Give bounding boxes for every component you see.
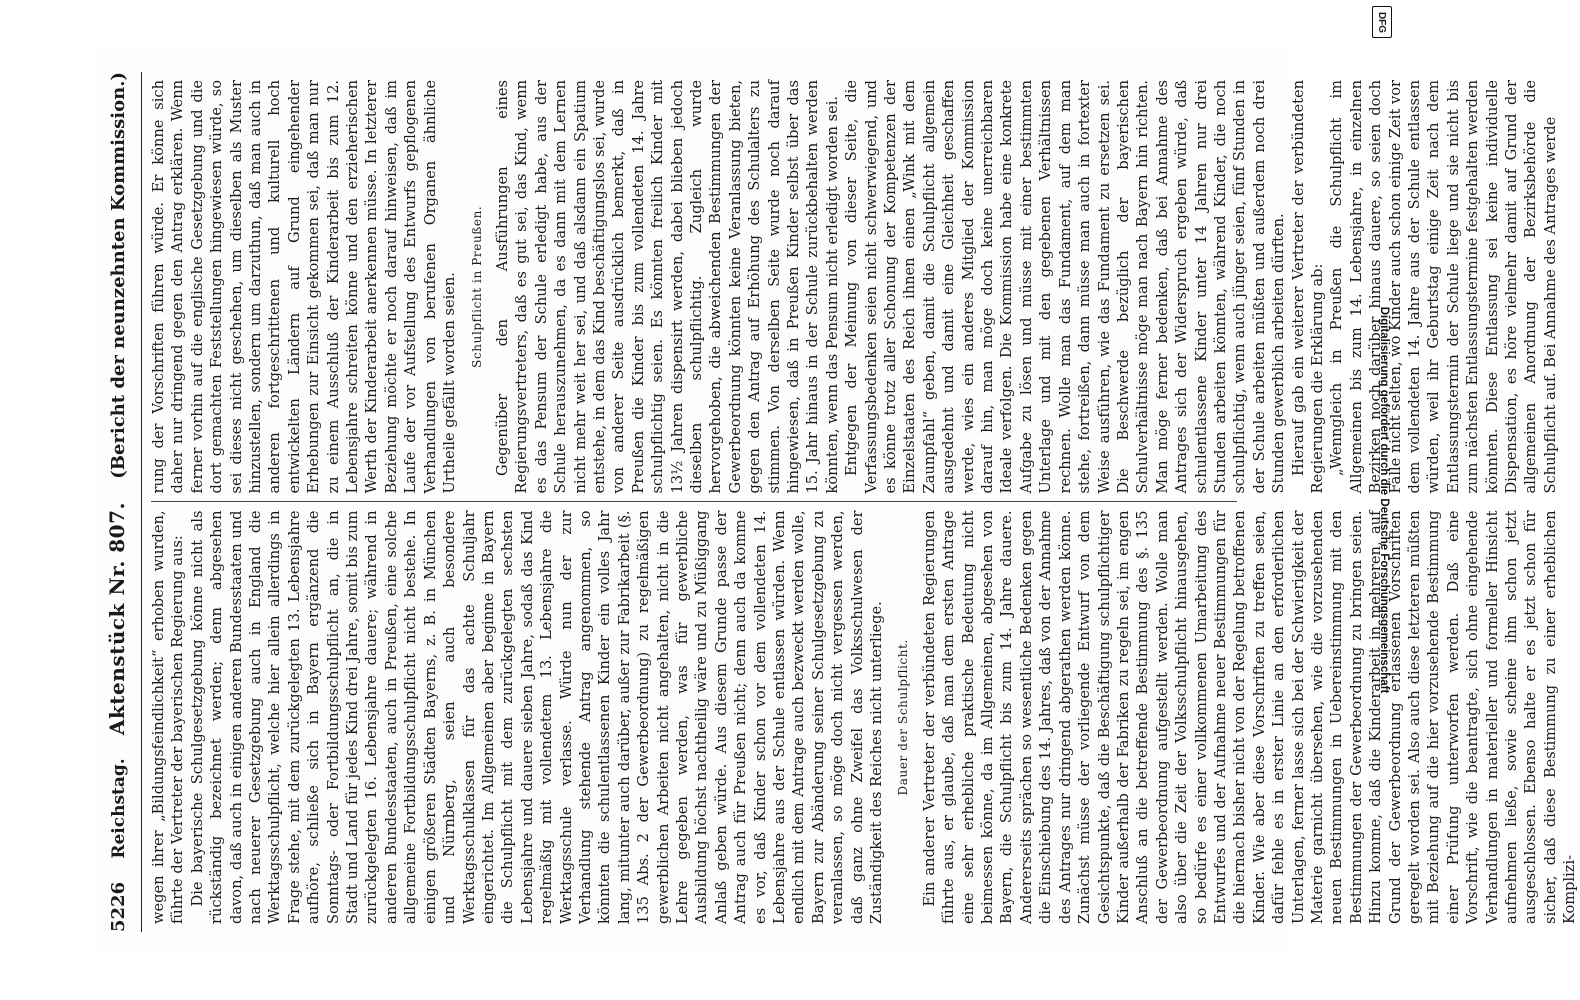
funding-sidebar xyxy=(1373,0,1395,1000)
section-heading: Dauer der Schulpflicht. xyxy=(896,639,911,796)
column-divider xyxy=(151,502,1237,503)
paragraph: Die bayerische Schulgesetzgebung könne nicht als rückständig bezeichnet werden; denn abgesehen davon, daß auch in einigen anderen Bundesstaaten und nach neuerer Gesetzgebung auch in England die Werktagsschulpflicht, welche hier allein allerdings in Frage stehe, mit dem zurückgelegten 13. Lebensjahre aufhöre, schließe sich in Bayern ergänzend die Sonntags- oder Fortbildungsschulpflicht an, die in Stadt und Land für jedes Kind drei Jahre, somit bis zum zurückgelegten 16. Lebensjahre dauere; während in anderen Bundesstaaten, auch in Preußen, eine solche allgemeine Fortbildungsschulpflicht nicht bestehe. In einigen größeren Städten Bayerns, z. B. in München und Nürnberg, seien auch besondere Werktagsschulklassen für das achte Schuljahr eingerichtet. Im Allgemeinen aber beginne in Bayern die Schulpflicht mit dem zurückgelegten sechsten Lebensjahre und dauere sieben Jahre, sodaß das Kind regelmäßig mit vollendetem 13. Lebensjahre die Werktagsschule verlasse. Würde nun der zur Verhandlung stehende Antrag angenommen, so könnten die schulentlassenen Kinder ein volles Jahr lang, mitunter auch darüber, außer zur Fabrikarbeit (§. 135 Abs. 2 der Gewerbeordnung) zu regelmäßigen gewerblichen Arbeiten nicht angehalten, nicht in die Lehre gegeben werden, was für gewerbliche Ausbildung höchst nachtheilig wäre und zu Müßiggang Anlaß geben würde. Aus diesem Grunde passe der Antrag auch für Preußen nicht; denn auch da komme es vor, daß Kinder schon vor dem vollendeten 14. Lebensjahre aus der Schule entlassen würden. Wenn endlich mit dem Antrage auch bezweckt werden wolle, Bayern zur Abänderung seiner Schulgesetzgebung zu veranlassen, so möge doch nicht vergessen werden, daß ganz ohne Zweifel das Volksschulwesen der Zuständigkeit des Reiches nicht unterliege. xyxy=(188,510,886,924)
left-column xyxy=(149,503,1579,933)
paragraph: Hierauf gab ein weiterer Vertreter der verbündeten Regierungen die Erklärung ab: xyxy=(1289,80,1326,494)
section-heading: Schulpflicht in Preußen. xyxy=(469,205,484,368)
paragraph: „Wenngleich in Preußen die Schulpflicht im Allgemeinen bis zum 14. Lebensjahre, in einzelnen Bezirken noch darüber hinaus dauere, so seien doch Fälle nicht selten, wo Kinder auch schon einige Zeit vor dem vollendeten 14. Jahre aus der Schule entlassen würden, weil ihr Geburtstag einige Zeit nach dem Entlassungstermin der Schule liege und sie nicht bis zum nächsten Entlassungstermine festgehalten werden könnten. Diese Entlassung sei keine individuelle Dispensation, es höre vielmehr damit auf Grund der allgemeinen Anordnung der Bezirksbehörde die Schulpflicht auf. Bei Annahme des Antrages werde xyxy=(1328,80,1559,494)
page-header xyxy=(105,72,139,932)
paragraph: rung der Vorschriften führen würde. Er könne sich daher nur dringend gegen den Antrag erklären. Wenn ferner vorhin auf die englische Gesetzgebung und die dort gemachten Feststellungen hingewiesen würde, so sei dieses nicht geschehen, um dieselben als Muster hinzustellen, sondern um darzuthun, daß man auch in anderen fortgeschrittenen und kulturell hoch entwickelten Ländern auf Grund eingehender Erhebungen zur Einsicht gekommen sei, daß man nur zu einem Ausschluß der Kinderarbeit bis zum 12. Lebensjahre schreiten könne und den erzieherischen Werth der Kinderarbeit anerkennen müsse. In letzterer Beziehung möchte er noch darauf hinweisen, daß im Laufe der vor Aufstellung des Entwurfs gepflogenen Verhandlungen von berufenen Organen ähnliche Urtheile gefällt worden seien. xyxy=(150,80,459,494)
paragraph: Ein anderer Vertreter der verbündeten Regierungen führte aus, er glaube, daß man dem ersten Antrage eine sehr erhebliche praktische Bedeutung nicht beimessen könne, da im Allgemeinen, abgesehen von Bayern, die Schulpflicht bis zum 14. Jahre dauere. Andererseits sprächen so wesentliche Bedenken gegen die Einschiebung des 14. Jahres, daß von der Annahme des Antrages nur dringend abgerathen werden könne. Zunächst müsse der vorliegende Entwurf von dem Gesichtspunkte, daß die Beschäftigung schulpflichtiger Kinder außerhalb der Fabriken zu regeln sei, im engen Anschluß an die betreffende Bestimmung des §. 135 der Gewerbeordnung aufgestellt werden. Wolle man also über die Zeit der Volksschulpflicht hinausgehen, so bedürfe es einer vollkommenen Umarbeitung des Entwurfes und der Aufnahme neuer Bestimmungen für die hiernach bisher nicht von der Regelung betroffenen Kinder. Wie aber diese Vorschriften zu treffen seien, dafür fehle es in erster Linie an den erforderlichen Unterlagen, ferner lasse sich bei der Schwierigkeit der Materie garnicht übersehen, wie die vorzusehenden neuen Bestimmungen in Uebereinstimmung mit den Bestimmungen der Gewerbeordnung zu bringen seien. Hinzu komme, daß die Kinderarbeit in mehreren, auf Grund der Gewerbeordnung erlassenen Vorschriften geregelt worden sei. Also auch diese letzteren müßten mit Beziehung auf die hier vorzusehende Bestimmung einer Prüfung unterworfen werden. Daß eine Vorschrift, wie die beantragte, sich ohne eingehende Verhandlungen in materieller und formeller Hinsicht aufnehmen ließe, sowie scheine ihm schon jetzt ausgeschlossen. Ebenso halte er es jetzt schon für sicher, daß diese Bestimmung zu einer erheblichen Komplizi- xyxy=(920,510,1579,924)
page-number: 5226 xyxy=(108,881,129,932)
dfg-logo-text: DFG xyxy=(1376,11,1388,33)
paragraph: wegen ihrer „Bildungsfeindlichkeit“ erhoben wurden, führte der Vertreter der bayerischen Regierung aus: xyxy=(150,510,187,924)
dfg-logo-icon xyxy=(1372,6,1392,38)
paragraph: Gegenüber den Ausführungen eines Regierungsvertreters, daß es gut sei, das Kind, wenn es das Pensum der Schule erledigt habe, aus der Schule herauszunehmen, da es dann mit dem Lernen nicht mehr weit her sei, und daß alsdann ein Spatium entstehe, in dem das Kind beschäftigungslos sei, wurde von anderer Seite ausdrücklich bemerkt, daß in Preußen die Kinder bis zum vollendeten 14. Jahre schulpflichtig seien. Es könnten freilich Kinder mit 13½ Jahren dispensirt werden, dabei blieben jedoch dieselben schulpflichtig. Zugleich wurde hervorgehoben, die abweichenden Bestimmungen der Gewerbeordnung könnten keine Veranlassung bieten, gegen den Antrag auf Erhöhung des Schulalters zu stimmen. Von derselben Seite wurde noch darauf hingewiesen, daß in Preußen Kinder selbst über das 15. Jahr hinaus in der Schule zurückbehalten werden könnten, wenn das Pensum nicht erledigt worden sei. xyxy=(493,80,841,494)
paragraph: Entgegen der Meinung von dieser Seite, die Verfassungsbedenken seien nicht schwerwiegend, und es könne trotz aller Schonung der Kompetenzen der Einzelstaaten des Reich ihnen einen „Wink mit dem Zaunpfahl“ geben, damit die Schulpflicht allgemein ausgedehnt und damit eine Gleichheit geschaffen werde, wies ein anderes Mitglied der Kommission darauf hin, man möge doch keine unerreichbaren Ideale verfolgen. Die Kommission habe eine konkrete Aufgabe zu lösen und müsse mit einer bestimmten Unterlage und mit den gegebenen Verhältnissen rechnen. Wolle man das Fundament, auf dem man stehe, fortreißen, dann müsse man auch in fortexter Weise ausführen, wie das Fundament zu ersetzen sei. Die Beschwerde bezüglich der bayerischen Schulverhältnisse möge man nach Bayern hin richten. Man möge ferner bedenken, daß bei Annahme des Antrages sich der Widerspruch ergeben würde, daß schulentlassene Kinder unter 14 Jahren nur drei Stunden arbeiten könnten, während Kinder, die noch schulpflichtig, wenn auch jünger seien, fünf Stunden in der Schule arbeiten müßten und außerdem noch drei Stunden gewerblich arbeiten dürften. xyxy=(843,80,1288,494)
header-right-title: (Bericht der neunzehnten Kommission.) xyxy=(108,72,129,479)
header-center-title: Aktenstück Nr. 807. xyxy=(105,502,129,736)
funding-notice: Digitalisierung gefördert durch die Deutsche Forschungsgemeinschaft xyxy=(1378,306,1390,694)
header-left-title: Reichstag. xyxy=(109,758,129,859)
header-rule xyxy=(141,72,142,932)
